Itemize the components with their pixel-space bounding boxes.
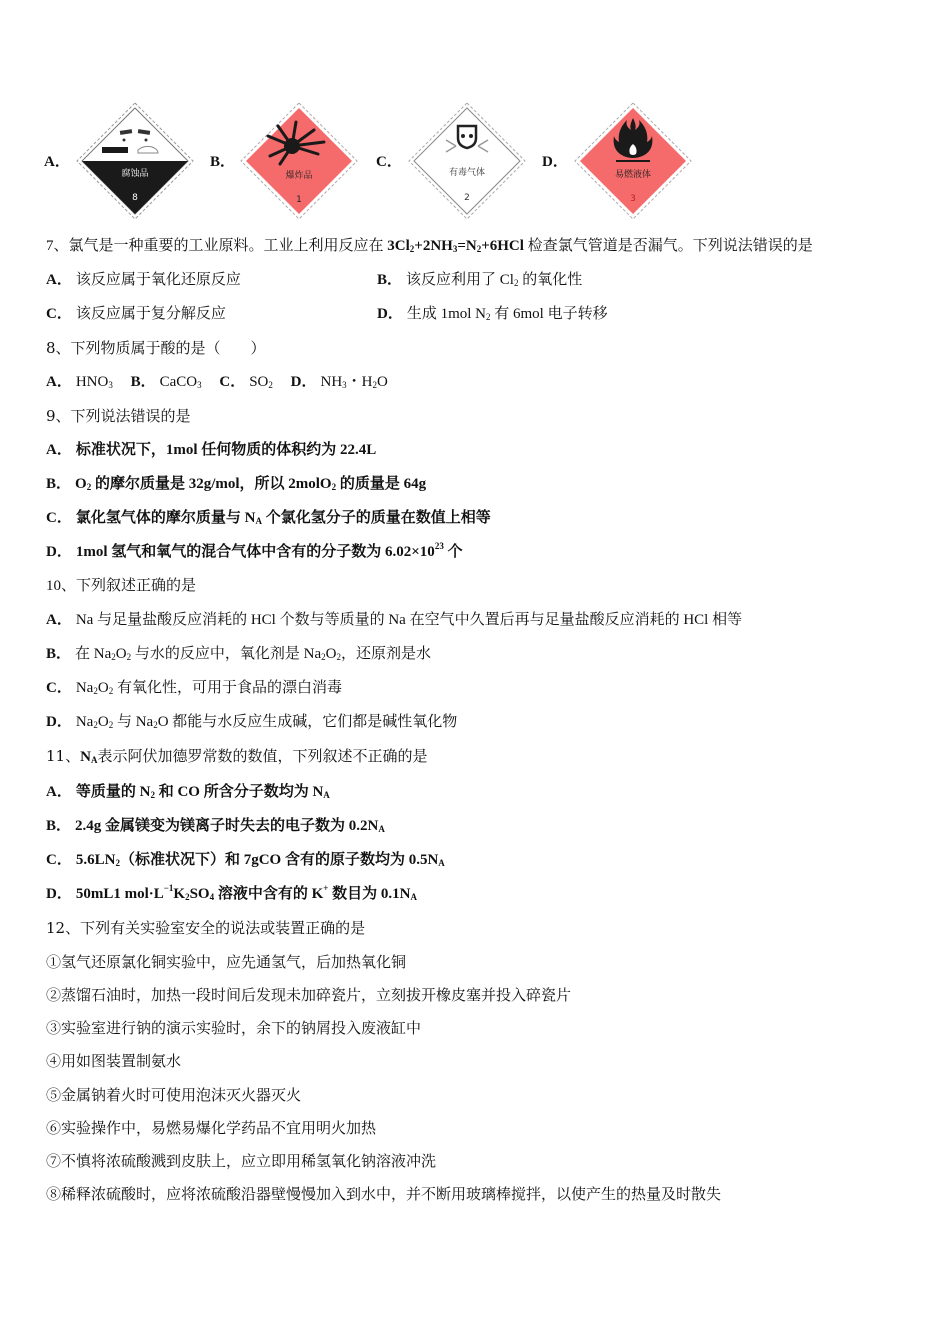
svg-text:有毒气体: 有毒气体: [448, 168, 486, 178]
q7-option-d[interactable]: D． 生成 1mol $N_2$ 有 6mol 电子转移: [377, 306, 608, 322]
svg-text:2: 2: [464, 193, 470, 203]
q7-option-c[interactable]: C． 该反应属于复分解反应: [46, 306, 226, 322]
option-letter: C．: [376, 154, 402, 170]
q8-option-c[interactable]: C． $SO_2$: [219, 374, 273, 390]
q8-option-d[interactable]: D． $NH_3$・$H_2O$: [290, 374, 388, 390]
q12-item-1: ①氢气还原氯化铜实验中，应先通氢气，后加热氧化铜: [46, 953, 407, 971]
q8-option-b[interactable]: B． CaCO$_3$: [130, 374, 202, 390]
q12-item-5: ⑤金属钠着火时可使用泡沫灭火器灭火: [46, 1086, 302, 1104]
svg-text:爆炸品: 爆炸品: [285, 171, 313, 181]
q7-option-b[interactable]: B． 该反应利用了 $Cl_2$ 的氧化性: [377, 272, 583, 288]
question-11-stem: 11、$N_A$表示阿伏加德罗常数的数值，下列叙述不正确的是: [46, 747, 428, 765]
svg-text:易燃液体: 易燃液体: [614, 170, 652, 180]
q8-option-a[interactable]: A． $HNO_3$: [46, 374, 113, 390]
flame-icon: [572, 100, 694, 222]
q9-option-c[interactable]: C． 氯化氢气体的摩尔质量与 $N_A$ 个氯化氢分子的质量在数值上相等: [46, 510, 491, 526]
q12-item-6: ⑥实验操作中，易燃易爆化学药品不宜用明火加热: [46, 1119, 377, 1137]
question-7-stem: 7、氯气是一种重要的工业原料。工业上利用反应在 $3Cl_2+2NH_3=N_2+6HCl$ 检查氯气管道是否漏气。下列说法错误的是: [46, 238, 813, 254]
q11-option-b[interactable]: B． 2.4g 金属镁变为镁离子时失去的电子数为 $0.2N_A$: [46, 818, 385, 834]
option-letter: B．: [210, 154, 236, 170]
explosive-icon: [238, 100, 360, 222]
q9-option-d[interactable]: D． 1mol 氢气和氧气的混合气体中含有的分子数为 $6.02\times 10^{23}$ 个: [46, 541, 463, 560]
question-9-stem: 9、下列说法错误的是: [46, 407, 191, 425]
q12-item-2: ②蒸馏石油时，加热一段时间后发现未加碎瓷片，立刻拔开橡皮塞并投入碎瓷片: [46, 986, 572, 1004]
svg-text:腐蚀品: 腐蚀品: [121, 169, 149, 179]
svg-text:8: 8: [132, 193, 138, 203]
q10-option-d[interactable]: D． $Na_2O_2$ 与 $Na_2O$ 都能与水反应生成碱，它们都是碱性氧化物: [46, 714, 458, 730]
q9-option-a[interactable]: A． 标准状况下，1mol 任何物质的体积约为 22.4L: [46, 442, 377, 458]
option-letter: D．: [542, 154, 568, 170]
q10-option-a[interactable]: A． Na 与足量盐酸反应消耗的 HCl 个数与等质量的 Na 在空气中久置后再与足量盐酸反应消耗的 HCl 相等: [46, 612, 743, 628]
q11-option-d[interactable]: D． 50mL1 $mol\cdot L^{-1}K_2SO_4$ 溶液中含有的 K+ 数目为 $0.1N_A$: [46, 883, 417, 902]
q12-item-7: ⑦不慎将浓硫酸溅到皮肤上，应立即用稀氢氧化钠溶液冲洗: [46, 1152, 437, 1170]
q12-item-3: ③实验室进行钠的演示实验时，余下的钠屑投入废液缸中: [46, 1019, 422, 1037]
skull-crossbones-icon: [406, 100, 528, 222]
q8-options: [46, 372, 388, 392]
q12-item-4: ④用如图装置制氨水: [46, 1052, 182, 1070]
svg-text:1: 1: [296, 195, 302, 205]
q11-option-a[interactable]: A． 等质量的 $N_2$ 和 CO 所含分子数均为 $N_A$: [46, 784, 330, 800]
question-12-stem: 12、下列有关实验室安全的说法或装置正确的是: [46, 919, 366, 937]
corrosive-icon: [74, 100, 196, 222]
q11-option-c[interactable]: C． $5.6LN_2$（标准状况下）和 7gCO 含有的原子数均为 $0.5N_A$: [46, 852, 445, 868]
q10-option-c[interactable]: C． $Na_2O_2$ 有氧化性，可用于食品的漂白消毒: [46, 680, 342, 696]
q12-item-8: ⑧稀释浓硫酸时，应将浓硫酸沿器壁慢慢加入到水中，并不断用玻璃棒搅拌，以使产生的热量及时散失: [46, 1185, 722, 1203]
question-10-stem: 10、下列叙述正确的是: [46, 578, 197, 594]
q9-option-b[interactable]: B． $O_2$ 的摩尔质量是 32g/mol，所以 2molO$_2$ 的质量是 64g: [46, 476, 427, 492]
option-letter: A．: [44, 154, 70, 170]
hazard-sign-options: [44, 100, 744, 222]
q7-option-a[interactable]: A． 该反应属于氧化还原反应: [46, 272, 241, 288]
question-8-stem: 8、下列物质属于酸的是（ ）: [46, 339, 266, 357]
q10-option-b[interactable]: B． 在 $Na_2O_2$ 与水的反应中，氧化剂是 $Na_2O_2$，还原剂是水: [46, 646, 431, 662]
svg-text:3: 3: [630, 194, 636, 204]
